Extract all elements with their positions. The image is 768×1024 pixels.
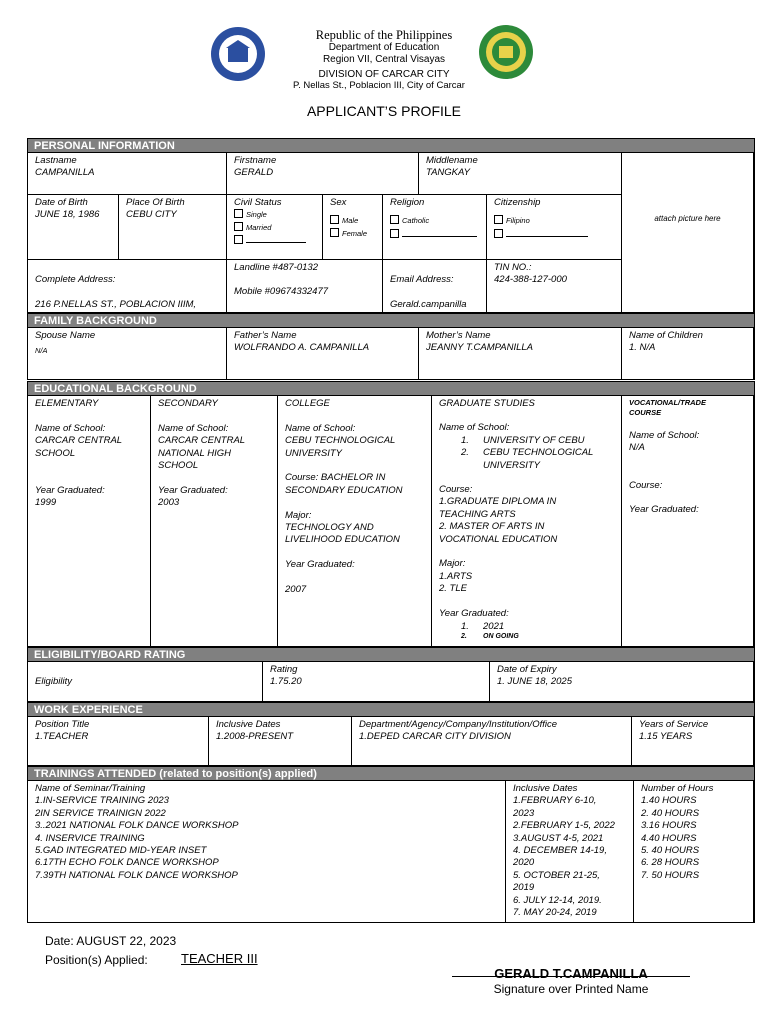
- email-label: Email Address:: [390, 274, 454, 286]
- elementary-cell: ELEMENTARY Name of School: CARCAR CENTRAL SCHOOL Year Graduated: 1999: [28, 396, 151, 647]
- graduate-school-2: CEBU TECHNOLOGICAL UNIVERSITY: [483, 447, 594, 471]
- civil-label: Civil Status: [234, 197, 282, 208]
- position-applied-label: Position(s) Applied:: [45, 953, 148, 967]
- citizenship-blank: [506, 228, 588, 237]
- religion-cell: [383, 195, 487, 260]
- firstname-label: Firstname: [234, 155, 277, 166]
- lastname-label: Lastname: [35, 155, 77, 166]
- years-value: 1.15 YEARS: [639, 731, 693, 743]
- address-cell: [28, 260, 227, 313]
- address-text: P. Nellas St., Poblacion III, City of Carcar: [293, 79, 465, 91]
- training-names-cell: [28, 781, 506, 923]
- training-name-2: 2IN SERVICE TRAINIGN 2022: [35, 807, 166, 819]
- graduate-year-1: 2021: [483, 620, 505, 632]
- contact-cell: [227, 260, 383, 313]
- photo-cell: [622, 153, 754, 313]
- section-work: WORK EXPERIENCE: [27, 702, 755, 717]
- email-cell: [383, 260, 487, 313]
- work-dates-label: Inclusive Dates: [216, 719, 281, 730]
- mother-label: Mother’s Name: [426, 330, 491, 341]
- tin-value: 424-388-127-000: [494, 274, 567, 286]
- other-civil-checkbox[interactable]: [234, 235, 243, 244]
- region-text: Region VII, Central Visayas: [322, 53, 446, 65]
- training-dates-value: 1.FEBRUARY 6-10, 2023 2.FEBRUARY 1-5, 2022 3.AUGUST 4-5, 2021 4. DECEMBER 14-19, 2020 5. OCTOBER 21-25, 2019 6. JULY 12-14, 2019. 7. MAY 20-24, 2019: [513, 795, 615, 919]
- rating-value: 1.75.20: [270, 676, 302, 688]
- division-text: DIVISION OF CARCAR CITY: [318, 69, 450, 81]
- middlename-label: Middlename: [426, 155, 478, 166]
- father-label: Father’s Name: [234, 330, 297, 341]
- training-name-7: 7.39TH NATIONAL FOLK DANCE WORKSHOP: [35, 869, 238, 881]
- pob-cell: [119, 195, 227, 260]
- training-name-label: Name of Seminar/Training: [35, 783, 146, 794]
- rating-label: Rating: [270, 664, 298, 675]
- deped-seal-icon: [210, 26, 266, 82]
- religion-label: Religion: [390, 197, 425, 208]
- page-title: APPLICANT’S PROFILE: [306, 103, 462, 119]
- religion-blank: [402, 228, 477, 237]
- male-checkbox[interactable]: [330, 215, 339, 224]
- signature-name: GERALD T.CAMPANILLA: [494, 966, 648, 981]
- landline-value: Landline #487-0132: [234, 262, 318, 273]
- training-name-6: 6.17TH ECHO FOLK DANCE WORKSHOP: [35, 857, 219, 869]
- female-checkbox[interactable]: [330, 228, 339, 237]
- married-option: Married: [246, 222, 272, 232]
- letterhead: [280, 28, 488, 92]
- tin-label: TIN NO.:: [494, 262, 532, 273]
- children-value: 1. N/A: [629, 342, 656, 354]
- civil-cell: [227, 195, 323, 260]
- vocational-cell: [622, 396, 754, 647]
- section-trainings: TRAININGS ATTENDED (related to position(s) applied): [27, 766, 755, 781]
- department-cell: [352, 717, 632, 766]
- pob-label: Place Of Birth: [126, 197, 185, 208]
- work-dates-value: 1.2008-PRESENT: [216, 731, 294, 743]
- graduate-course: Course: 1.GRADUATE DIPLOMA IN TEACHING ARTS 2. MASTER OF ARTS IN VOCATIONAL EDUCATION Major: 1.ARTS 2. TLE Year Graduated:: [439, 484, 558, 620]
- position-cell: [28, 717, 209, 766]
- training-hours-cell: [634, 781, 754, 923]
- middlename-cell: [419, 153, 622, 195]
- section-education: EDUCATIONAL BACKGROUND: [27, 381, 755, 396]
- training-dates-cell: [506, 781, 634, 923]
- training-name-4: 4. INSERVICE TRAINING: [35, 832, 145, 844]
- married-checkbox[interactable]: [234, 222, 243, 231]
- citizenship-label: Citizenship: [494, 197, 541, 208]
- training-hours-label: Number of Hours: [641, 783, 714, 794]
- work-dates-cell: [209, 717, 352, 766]
- catholic-checkbox[interactable]: [390, 215, 399, 224]
- sex-cell: [323, 195, 383, 260]
- other-religion-checkbox[interactable]: [390, 229, 399, 238]
- father-value: WOLFRANDO A. CAMPANILLA: [234, 342, 370, 354]
- section-family: FAMILY BACKGROUND: [27, 313, 755, 328]
- training-hours-value: 1.40 HOURS 2. 40 HOURS 3.16 HOURS 4.40 HOURS 5. 40 HOURS 6. 28 HOURS 7. 50 HOURS: [641, 795, 700, 881]
- graduate-school-1: UNIVERSITY OF CEBU: [483, 434, 585, 446]
- mother-cell: [419, 328, 622, 380]
- training-name-1: 1.IN-SERVICE TRAINING 2023: [35, 795, 169, 807]
- rating-cell: [263, 662, 490, 702]
- college-cell: COLLEGE Name of School: CEBU TECHNOLOGICAL UNIVERSITY Course: BACHELOR IN SECONDARY EDUCATION Major: TECHNOLOGY AND LIVELIHOOD EDUCATION Year Graduated: 2007: [278, 396, 432, 647]
- email-value: Gerald.campanilla: [390, 299, 467, 311]
- eligibility-cell: [28, 662, 263, 702]
- signature-caption: Signature over Printed Name: [493, 982, 649, 996]
- dob-label: Date of Birth: [35, 197, 88, 208]
- spouse-cell: [28, 328, 227, 380]
- years-label: Years of Service: [639, 719, 709, 730]
- address-value: 216 P.NELLAS ST., POBLACION IIIM,: [35, 299, 197, 311]
- years-cell: [632, 717, 754, 766]
- photo-placeholder: attach picture here: [654, 214, 721, 223]
- dept-text: Department of Education: [328, 42, 440, 54]
- dob-value: JUNE 18, 1986: [35, 209, 100, 221]
- single-option: Single: [246, 210, 267, 220]
- mother-value: JEANNY T.CAMPANILLA: [426, 342, 534, 354]
- single-checkbox[interactable]: [234, 209, 243, 218]
- children-cell: [622, 328, 754, 380]
- male-option: Male: [342, 216, 359, 226]
- firstname-value: GERALD: [234, 167, 274, 179]
- civil-blank: [246, 234, 306, 243]
- position-label: Position Title: [35, 719, 90, 730]
- filipino-checkbox[interactable]: [494, 215, 503, 224]
- tin-cell: [487, 260, 622, 313]
- address-label: Complete Address:: [35, 274, 116, 286]
- citizenship-cell: [487, 195, 622, 260]
- children-label: Name of Children: [629, 330, 703, 341]
- vocational-title: VOCATIONAL/TRADE COURSE: [629, 398, 706, 417]
- pob-value: CEBU CITY: [126, 209, 177, 221]
- spouse-value: N/A: [35, 346, 48, 356]
- graduate-school-label: Name of School:: [439, 422, 510, 434]
- catholic-option: Catholic: [402, 216, 430, 226]
- expiry-cell: [490, 662, 754, 702]
- republic-text: Republic of the Philippines: [315, 28, 453, 42]
- position-value: 1.TEACHER: [35, 731, 89, 743]
- graduate-year-2: ON GOING: [483, 632, 519, 640]
- sex-label: Sex: [330, 197, 347, 208]
- lastname-value: CAMPANILLA: [35, 167, 95, 179]
- vocational-details: Name of School: N/A Course: Year Graduated:: [629, 430, 700, 516]
- department-value: 1.DEPED CARCAR CITY DIVISION: [359, 731, 511, 743]
- footer-date: Date: AUGUST 22, 2023: [45, 934, 177, 948]
- other-citizenship-checkbox[interactable]: [494, 229, 503, 238]
- training-name-3: 3..2021 NATIONAL FOLK DANCE WORKSHOP: [35, 820, 239, 832]
- firstname-cell: [227, 153, 419, 195]
- expiry-value: 1. JUNE 18, 2025: [497, 676, 572, 688]
- eligibility-label: Eligibility: [35, 676, 72, 688]
- position-applied-value: TEACHER III: [181, 951, 258, 966]
- lastname-cell: [28, 153, 227, 195]
- father-cell: [227, 328, 419, 380]
- graduate-title: GRADUATE STUDIES: [439, 398, 535, 409]
- section-personal: PERSONAL INFORMATION: [27, 138, 755, 153]
- mobile-value: Mobile #09674332477: [234, 286, 329, 298]
- dob-cell: [28, 195, 119, 260]
- training-dates-label: Inclusive Dates: [513, 783, 578, 794]
- female-option: Female: [342, 228, 368, 238]
- spouse-label: Spouse Name: [35, 330, 96, 341]
- training-name-5: 5.GAD INTEGRATED MID-YEAR INSET: [35, 845, 207, 857]
- graduate-cell: GRADUATE STUDIES Name of School: 1. UNIVERSITY OF CEBU 2. CEBU TECHNOLOGICAL UNIVERSITY Course: 1.GRADUATE DIPLOMA IN TEACHING ARTS 2. MASTER OF ARTS IN VOCATIONAL EDUCATION Major: 1.ARTS 2. TLE Year Graduated: 1. 2021 2. ON GOING: [432, 396, 622, 647]
- filipino-option: Filipino: [506, 216, 530, 226]
- secondary-cell: SECONDARY Name of School: CARCAR CENTRAL NATIONAL HIGH SCHOOL Year Graduated: 2003: [151, 396, 278, 647]
- middlename-value: TANGKAY: [426, 167, 470, 179]
- expiry-label: Date of Expiry: [497, 664, 557, 675]
- section-eligibility: ELIGIBILITY/BOARD RATING: [27, 647, 755, 662]
- department-label: Department/Agency/Company/Institution/Office: [359, 719, 558, 730]
